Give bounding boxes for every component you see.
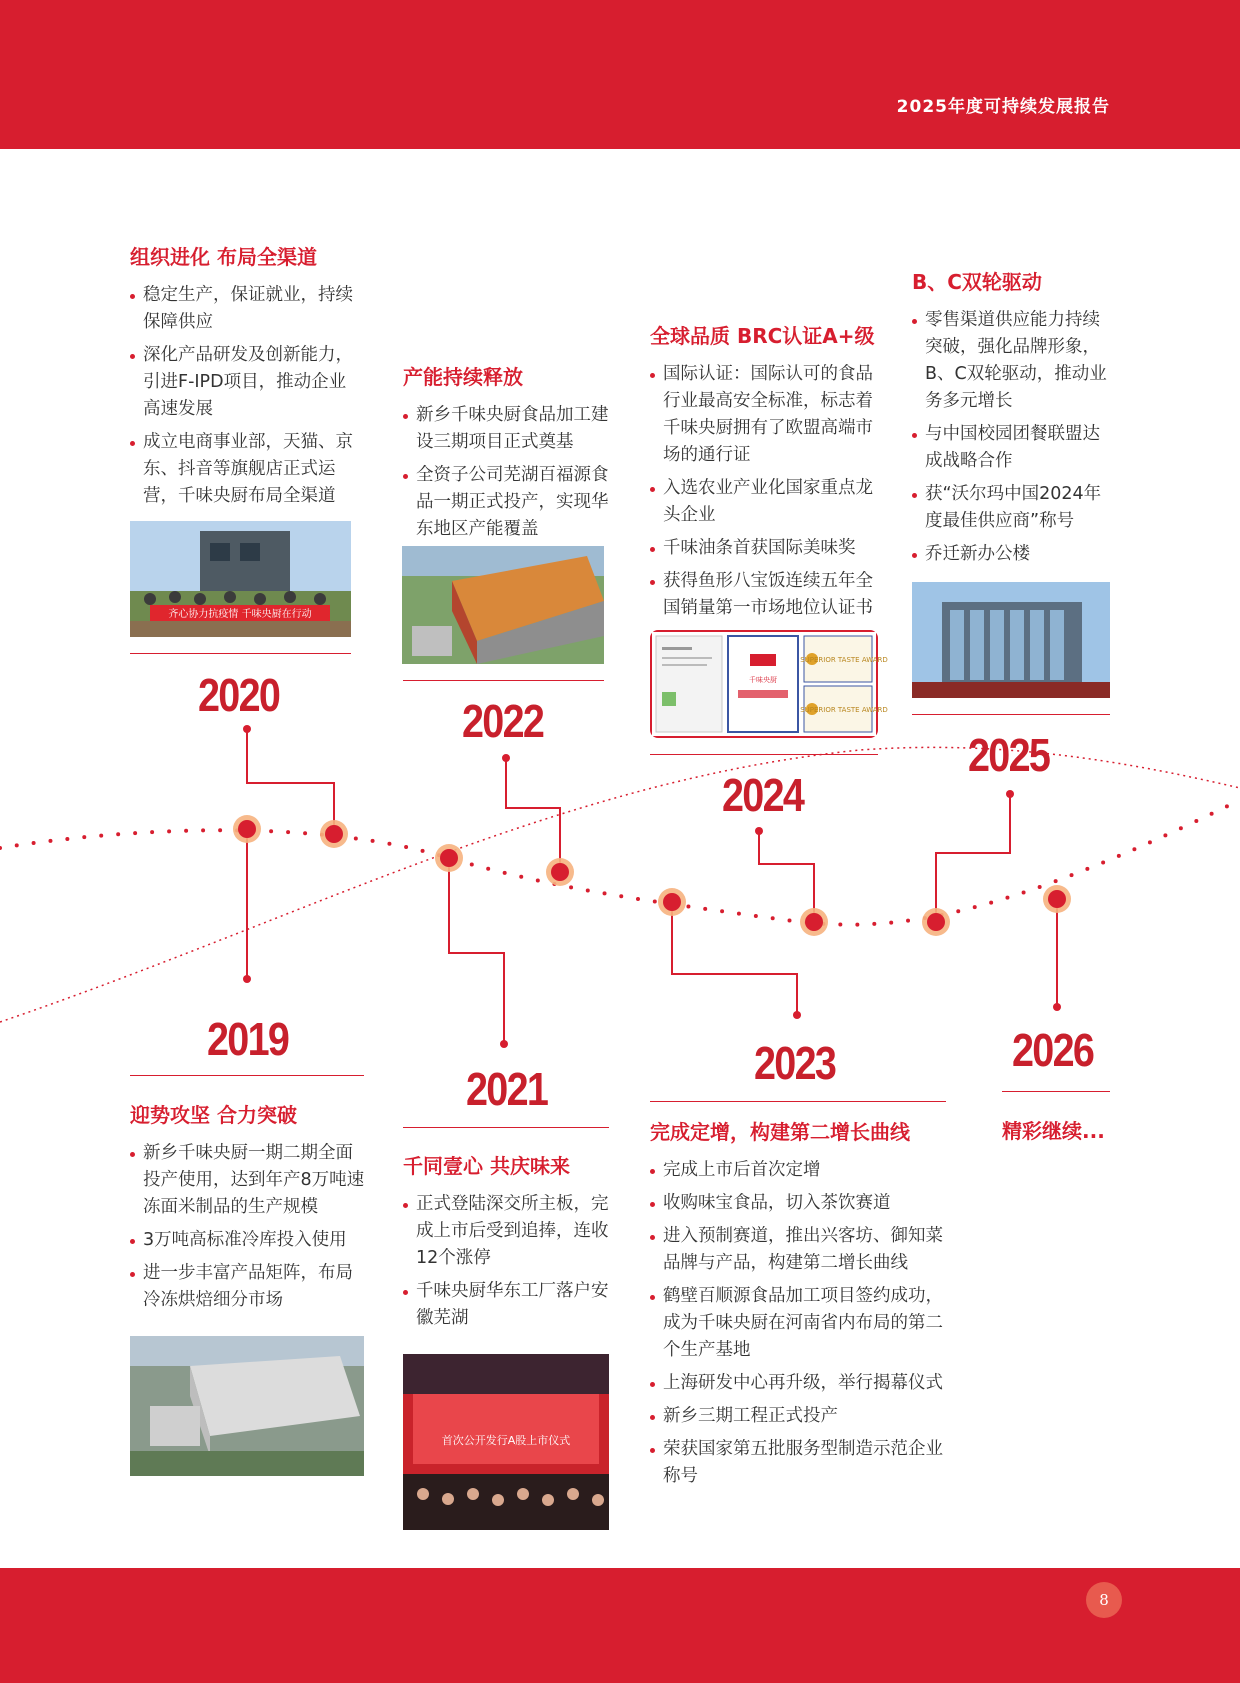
milestone-2019-item: 进一步丰富产品矩阵，布局冷冻烘焙细分市场 — [130, 1260, 366, 1314]
year-2023: 2023 — [754, 1037, 836, 1089]
divider-2019 — [130, 1075, 364, 1076]
milestone-2023-item: 上海研发中心再升级，举行揭幕仪式 — [650, 1370, 950, 1397]
year-2026: 2026 — [1012, 1024, 1094, 1076]
photo-2019-plant — [130, 1336, 364, 1476]
milestone-2021-item: 正式登陆深交所主板，完成上市后受到追捧，连收12个涨停 — [403, 1191, 613, 1272]
page-number: 8 — [1086, 1582, 1122, 1618]
milestone-2019-title: 迎势攻坚 合力突破 — [130, 1103, 297, 1127]
photo-2021-listing-ceremony — [403, 1354, 609, 1530]
node-2022 — [546, 858, 574, 886]
year-2024: 2024 — [722, 769, 804, 821]
cert-award-2: SUPERIOR TASTE AWARD — [800, 706, 888, 714]
divider-2024 — [650, 754, 878, 755]
milestone-2023-item: 收购味宝食品，切入茶饮赛道 — [650, 1190, 950, 1217]
milestone-2024-item: 入选农业产业化国家重点龙头企业 — [650, 475, 890, 529]
milestone-2024-item: 获得鱼形八宝饭连续五年全国销量第一市场地位认证书 — [650, 568, 890, 622]
milestone-2023-item: 进入预制赛道，推出兴客坊、御知菜品牌与产品，构建第二增长曲线 — [650, 1223, 950, 1277]
photo-2025-office — [912, 582, 1110, 698]
node-2024 — [800, 908, 828, 936]
milestone-2024-text — [650, 320, 890, 628]
photo-2020-banner: 齐心协力抗疫情 千味央厨在行动 — [168, 609, 312, 620]
milestone-2022-item: 全资子公司芜湖百福源食品一期正式投产，实现华东地区产能覆盖 — [403, 462, 613, 543]
milestone-2024-item: 国际认证：国际认可的食品行业最高安全标准，标志着千味央厨拥有了欧盟高端市场的通行证 — [650, 361, 890, 469]
node-2020 — [320, 820, 348, 848]
milestone-2025-item: 与中国校园团餐联盟达成战略合作 — [912, 421, 1112, 475]
milestone-2024-item: 千味油条首获国际美味奖 — [650, 535, 890, 562]
connector-2023 — [672, 902, 797, 1015]
connector-2024 — [759, 831, 814, 922]
milestone-2019-item: 3万吨高标准冷库投入使用 — [130, 1227, 366, 1254]
milestone-2022-text — [403, 361, 613, 549]
milestone-2024-title: 全球品质 BRC认证A+级 — [650, 324, 875, 348]
milestone-2022-title: 产能持续释放 — [403, 365, 523, 389]
divider-2025 — [912, 714, 1110, 715]
report-title: 2025年度可持续发展报告 — [896, 97, 1110, 117]
connector-2025 — [936, 794, 1010, 922]
milestone-2023-item: 鹤壁百顺源食品加工项目签约成功，成为千味央厨在河南省内布局的第二个生产基地 — [650, 1283, 950, 1364]
cert-award-1: SUPERIOR TASTE AWARD — [800, 656, 888, 664]
year-2021: 2021 — [466, 1063, 548, 1115]
milestone-2020-item: 深化产品研发及创新能力，引进F-IPD项目，推动企业高速发展 — [130, 342, 360, 423]
milestone-2020-title: 组织进化 布局全渠道 — [130, 245, 317, 269]
milestone-2025-text — [912, 266, 1112, 574]
milestone-2019-text — [130, 1099, 366, 1320]
year-2020: 2020 — [198, 669, 280, 721]
milestone-2020-item: 成立电商事业部，天猫、京东、抖音等旗舰店正式运营，千味央厨布局全渠道 — [130, 429, 360, 510]
milestone-2023-text — [650, 1116, 950, 1496]
connector-2021 — [449, 858, 504, 1044]
connector-2020 — [247, 729, 334, 834]
milestone-2021-item: 千味央厨华东工厂落户安徽芜湖 — [403, 1278, 613, 1332]
milestone-2019-item: 新乡千味央厨一期二期全面投产使用，达到年产8万吨速冻面米制品的生产规模 — [130, 1140, 366, 1221]
node-2021 — [435, 844, 463, 872]
node-2026 — [1043, 885, 1071, 913]
photo-2021-banner: 首次公开发行A股上市仪式 — [441, 1434, 571, 1447]
photo-2024-certificates — [650, 630, 888, 738]
milestone-2021-title: 千同壹心 共庆味来 — [403, 1154, 570, 1178]
milestone-2025-title: B、C双轮驱动 — [912, 270, 1042, 294]
milestone-2025-item: 乔迁新办公楼 — [912, 541, 1112, 568]
milestone-2025-item: 获“沃尔玛中国2024年度最佳供应商”称号 — [912, 481, 1112, 535]
connector-2022 — [506, 758, 560, 872]
divider-2021 — [403, 1127, 609, 1128]
year-2025: 2025 — [968, 729, 1050, 781]
milestone-2023-title: 完成定增，构建第二增长曲线 — [650, 1120, 910, 1144]
milestone-2026-title: 精彩继续... — [1002, 1119, 1105, 1143]
divider-2022 — [403, 680, 604, 681]
photo-2022-factory — [402, 546, 604, 664]
milestone-2020-item: 稳定生产，保证就业，持续保障供应 — [130, 282, 360, 336]
milestone-2021-text — [403, 1150, 613, 1338]
photo-2020-team — [130, 521, 351, 637]
cert-brand: 千味央厨 — [749, 676, 777, 684]
node-2023 — [658, 888, 686, 916]
milestone-2023-item: 荣获国家第五批服务型制造示范企业称号 — [650, 1436, 950, 1490]
divider-2023 — [650, 1101, 946, 1102]
milestone-2026-text — [1002, 1115, 1122, 1156]
timeline-thin-curve — [0, 747, 1240, 1022]
node-2019 — [233, 815, 261, 843]
milestone-2025-item: 零售渠道供应能力持续突破，强化品牌形象，B、C双轮驱动，推动业务多元增长 — [912, 307, 1112, 415]
divider-2026 — [1002, 1091, 1110, 1092]
node-2025 — [922, 908, 950, 936]
year-2019: 2019 — [207, 1013, 289, 1065]
timeline-nodes — [233, 815, 1071, 936]
milestone-2020-text — [130, 241, 360, 516]
milestone-2023-item: 新乡三期工程正式投产 — [650, 1403, 950, 1430]
milestone-2023-item: 完成上市后首次定增 — [650, 1157, 950, 1184]
year-2022: 2022 — [462, 695, 544, 747]
milestone-2022-item: 新乡千味央厨食品加工建设三期项目正式奠基 — [403, 402, 613, 456]
divider-2020 — [130, 653, 351, 654]
footer-band — [0, 1568, 1240, 1683]
